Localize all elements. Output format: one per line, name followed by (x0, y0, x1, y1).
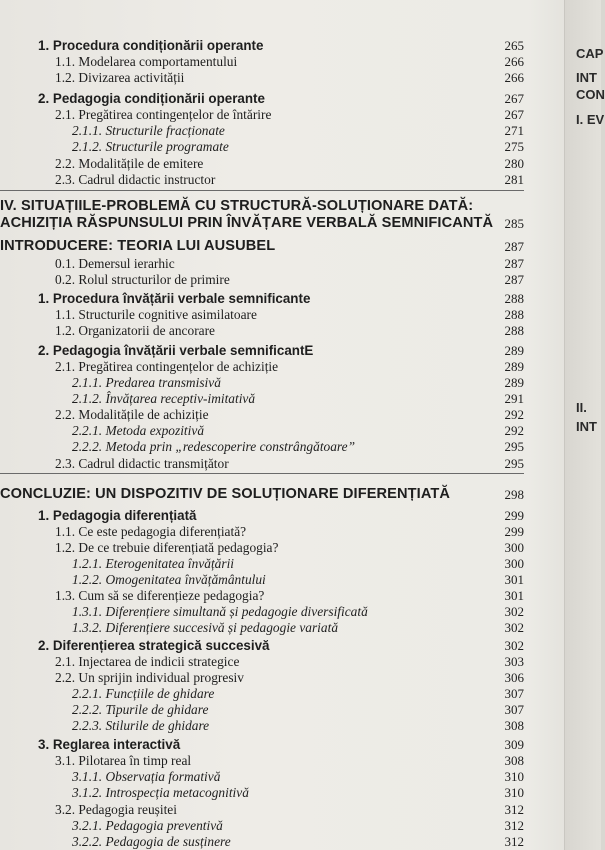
toc-entry (0, 90, 524, 107)
toc-page-number: 291 (504, 391, 524, 406)
toc-page-number: 275 (504, 139, 524, 154)
toc-entry (0, 817, 524, 834)
toc-entry-title: 1.2.2. Omogenitatea învățământului (72, 572, 266, 587)
toc-entry-title: 2.2.1. Metoda expozitivă (72, 423, 205, 438)
toc-entry-title: 1.2. Divizarea activității (55, 70, 185, 85)
toc-entry (0, 752, 524, 769)
toc-entry-title: 2.1.2. Structurile programate (72, 139, 229, 154)
section-divider (0, 473, 524, 474)
facing-page-text-fragment: CON (576, 87, 605, 102)
toc-entry (0, 619, 524, 636)
toc-page-number: 299 (504, 508, 524, 523)
toc-entry-title: 3.1. Pilotarea în timp real (55, 753, 192, 768)
toc-entry (0, 306, 524, 323)
toc-entry (0, 342, 524, 359)
toc-entry (0, 422, 524, 439)
toc-entry (0, 171, 524, 188)
toc-entry (0, 358, 524, 375)
toc-entry (0, 406, 524, 423)
toc-page-number: 308 (504, 718, 524, 733)
toc-entry-title: 2.1.1. Structurile fracționate (72, 123, 225, 138)
toc-page-number: 288 (504, 323, 524, 338)
toc-page-number: 302 (504, 620, 524, 635)
toc-entry (0, 717, 524, 734)
toc-entry-title: 2. Pedagogia condiționării operante (38, 91, 265, 106)
toc-page-number: 303 (504, 654, 524, 669)
toc-entry-title: 3.1.2. Introspecția metacognitivă (72, 785, 249, 800)
toc-page-number: 287 (504, 272, 524, 287)
toc-page-number: 285 (504, 216, 524, 231)
toc-entry-title: 1.1. Ce este pedagogia diferențiată? (55, 524, 247, 539)
toc-entry (0, 701, 524, 718)
toc-page-number: 292 (504, 407, 524, 422)
toc-entry-title: 2.1. Pregătirea contingențelor de achiziție (55, 359, 279, 374)
toc-page-number: 288 (504, 291, 524, 306)
toc-entry-title: 2.2.3. Stilurile de ghidare (72, 718, 210, 733)
toc-page-number: 288 (504, 307, 524, 322)
toc-entry-title: 2. Diferențierea strategică succesivă (38, 638, 270, 653)
facing-page-text-fragment: INT (576, 70, 597, 85)
toc-entry-title: 3.2.2. Pedagogia de susținere (72, 834, 231, 849)
facing-page-text-fragment: INT (576, 419, 597, 434)
toc-entry-title: IV. SITUAȚIILE-PROBLEMĂ CU STRUCTURĂ-SOLUȚIONARE DATĂ: (0, 198, 474, 214)
toc-page-number: 306 (504, 670, 524, 685)
toc-entry-title: 2.2. Un sprijin individual progresiv (55, 670, 244, 685)
toc-entry (0, 784, 524, 801)
toc-entry (0, 507, 524, 524)
toc-page-number: 287 (504, 256, 524, 271)
toc-entry-title: 1. Procedura învățării verbale semnificante (38, 291, 311, 306)
toc-entry-title: 3.1.1. Observația formativă (72, 769, 221, 784)
toc-page-number: 308 (504, 753, 524, 768)
toc-page-number: 289 (504, 359, 524, 374)
toc-entry (0, 438, 524, 455)
toc-page-number: 301 (504, 588, 524, 603)
toc-page-number: 307 (504, 702, 524, 717)
toc-entry (0, 637, 524, 654)
toc-entry (0, 322, 524, 339)
toc-page-number: 312 (504, 818, 524, 833)
toc-entry (0, 455, 524, 472)
toc-entry (0, 138, 524, 155)
toc-entry (0, 801, 524, 818)
toc-entry (0, 653, 524, 670)
toc-entry (0, 571, 524, 588)
toc-entry (0, 290, 524, 307)
toc-entry (0, 255, 524, 272)
toc-entry-title: 2.1.1. Predarea transmisivă (72, 375, 221, 390)
toc-page-number: 289 (504, 343, 524, 358)
toc-entry-title: 2.1. Pregătirea contingențelor de întărire (55, 107, 272, 122)
toc-page-number: 287 (504, 239, 524, 254)
toc-entry (0, 271, 524, 288)
toc-page-number: 281 (504, 172, 524, 187)
toc-page-number: 302 (504, 604, 524, 619)
toc-entry (0, 390, 524, 407)
toc-page-number: 299 (504, 524, 524, 539)
toc-page-number: 312 (504, 802, 524, 817)
toc-page-number: 280 (504, 156, 524, 171)
toc-page-number: 298 (504, 487, 524, 502)
toc-entry-title: 2.3. Cadrul didactic instructor (55, 172, 216, 187)
toc-page-number: 289 (504, 375, 524, 390)
toc-entry (0, 539, 524, 556)
toc-entry-title: 3.2. Pedagogia reușitei (55, 802, 177, 817)
toc-section-heading (0, 215, 524, 235)
toc-entry-title: 3.2.1. Pedagogia preventivă (72, 818, 223, 833)
facing-page-text-fragment: CAP (576, 46, 604, 61)
toc-entry-title: 2. Pedagogia învățării verbale semnificantE (38, 343, 314, 358)
toc-entry-title: 1.3. Cum să se diferențieze pedagogia? (55, 588, 265, 603)
toc-page-number: 301 (504, 572, 524, 587)
toc-entry-title: CONCLUZIE: UN DISPOZITIV DE SOLUȚIONARE DIFERENȚIATĂ (0, 486, 451, 502)
toc-entry-title: 1.3.2. Diferențiere succesivă și pedagogie variată (72, 620, 339, 635)
toc-entry (0, 122, 524, 139)
toc-entry-title: 1.2. De ce trebuie diferențiată pedagogia? (55, 540, 279, 555)
toc-entry (0, 106, 524, 123)
toc-entry-title: 0.1. Demersul ierarhic (55, 256, 175, 271)
toc-entry (0, 53, 524, 70)
toc-entry-title: 1.3.1. Diferențiere simultană și pedagogie diversificată (72, 604, 368, 619)
toc-entry-title: 2.2. Modalitățile de achiziție (55, 407, 209, 422)
section-divider (0, 190, 524, 191)
toc-page-number: 267 (504, 107, 524, 122)
toc-entry (0, 37, 524, 54)
toc-page-number: 295 (504, 439, 524, 454)
facing-page-text-fragment: II. (576, 400, 587, 415)
toc-entry-title: 2.1.2. Învățarea receptiv-imitativă (72, 391, 256, 406)
toc-entry (0, 69, 524, 86)
toc-page-number: 292 (504, 423, 524, 438)
toc-entry-title: 1.2. Organizatorii de ancorare (55, 323, 215, 338)
facing-page-text-fragment: I. EV (576, 112, 605, 127)
toc-entry (0, 768, 524, 785)
toc-entry (0, 603, 524, 620)
toc-entry (0, 155, 524, 172)
toc-entry (0, 736, 524, 753)
toc-entry-title: 2.1. Injectarea de indicii strategice (55, 654, 240, 669)
toc-entry-title: 1.1. Modelarea comportamentului (55, 54, 238, 69)
toc-entry-title: 2.3. Cadrul didactic transmițător (55, 456, 229, 471)
toc-page-number: 310 (504, 769, 524, 784)
toc-page-number: 300 (504, 556, 524, 571)
toc-entry-title: 3. Reglarea interactivă (38, 737, 181, 752)
toc-entry-title: 1. Procedura condiționării operante (38, 38, 264, 53)
toc-page-number: 300 (504, 540, 524, 555)
toc-entry (0, 587, 524, 604)
toc-section-heading (0, 486, 524, 506)
toc-page-number: 266 (504, 70, 524, 85)
toc-page-number: 271 (504, 123, 524, 138)
toc-entry-title: 1.2.1. Eterogenitatea învățării (72, 556, 235, 571)
toc-entry-title: 2.2.2. Metoda prin „redescoperire constrângătoare” (72, 439, 356, 454)
toc-entry-title: 2.2.2. Tipurile de ghidare (72, 702, 209, 717)
toc-entry (0, 555, 524, 572)
toc-entry-title: 1.1. Structurile cognitive asimilatoare (55, 307, 257, 322)
toc-entry-title: 2.2.1. Funcțiile de ghidare (72, 686, 215, 701)
toc-page-number: 265 (504, 38, 524, 53)
toc-page-number: 302 (504, 638, 524, 653)
toc-entry (0, 833, 524, 850)
toc-page-number: 312 (504, 834, 524, 849)
toc-entry-title: 2.2. Modalitățile de emitere (55, 156, 204, 171)
toc-page-number: 267 (504, 91, 524, 106)
toc-entry (0, 374, 524, 391)
toc-page-number: 295 (504, 456, 524, 471)
toc-page-number: 310 (504, 785, 524, 800)
toc-entry-title: INTRODUCERE: TEORIA LUI AUSUBEL (0, 238, 276, 254)
toc-page-number: 309 (504, 737, 524, 752)
toc-page-number: 307 (504, 686, 524, 701)
toc-page-number: 266 (504, 54, 524, 69)
toc-entry-title: 0.2. Rolul structurilor de primire (55, 272, 230, 287)
toc-entry (0, 523, 524, 540)
toc-entry-title: ACHIZIȚIA RĂSPUNSULUI PRIN ÎNVĂȚARE VERBALĂ SEMNIFICANTĂ (0, 215, 494, 231)
toc-entry (0, 685, 524, 702)
toc-entry-title: 1. Pedagogia diferențiată (38, 508, 197, 523)
toc-entry (0, 669, 524, 686)
